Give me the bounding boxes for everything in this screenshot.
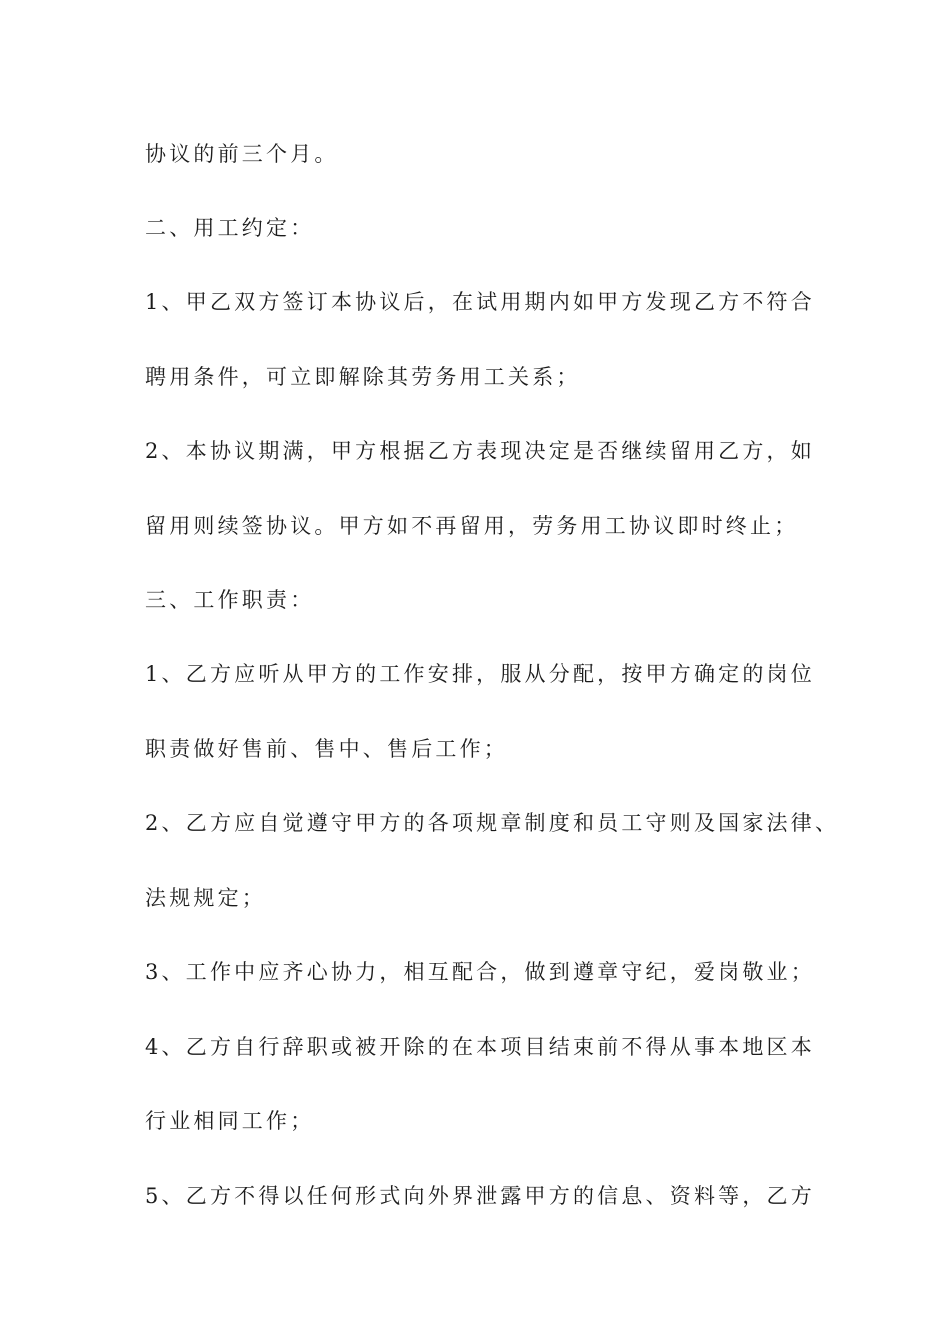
text-line: 聘用条件，可立即解除其劳务用工关系； <box>145 365 581 389</box>
text-line: 1、乙方应听从甲方的工作安排，服从分配，按甲方确定的岗位 <box>145 662 815 686</box>
text-line: 2、本协议期满，甲方根据乙方表现决定是否继续留用乙方，如 <box>145 439 815 463</box>
text-line: 留用则续签协议。甲方如不再留用，劳务用工协议即时终止； <box>145 514 799 538</box>
section-heading: 二、用工约定： <box>145 216 315 240</box>
text-line: 职责做好售前、售中、售后工作； <box>145 737 508 761</box>
text-line: 1、甲乙双方签订本协议后，在试用期内如甲方发现乙方不符合 <box>145 290 815 314</box>
text-line: 协议的前三个月。 <box>145 142 339 166</box>
text-line: 5、乙方不得以任何形式向外界泄露甲方的信息、资料等，乙方 <box>145 1184 815 1208</box>
text-line: 法规规定； <box>145 886 266 910</box>
text-line: 3、工作中应齐心协力，相互配合，做到遵章守纪，爱岗敬业； <box>145 960 815 984</box>
section-heading: 三、工作职责： <box>145 588 315 612</box>
text-line: 4、乙方自行辞职或被开除的在本项目结束前不得从事本地区本 <box>145 1035 815 1059</box>
text-line: 2、乙方应自觉遵守甲方的各项规章制度和员工守则及国家法律、 <box>145 811 840 835</box>
text-line: 行业相同工作； <box>145 1109 315 1133</box>
